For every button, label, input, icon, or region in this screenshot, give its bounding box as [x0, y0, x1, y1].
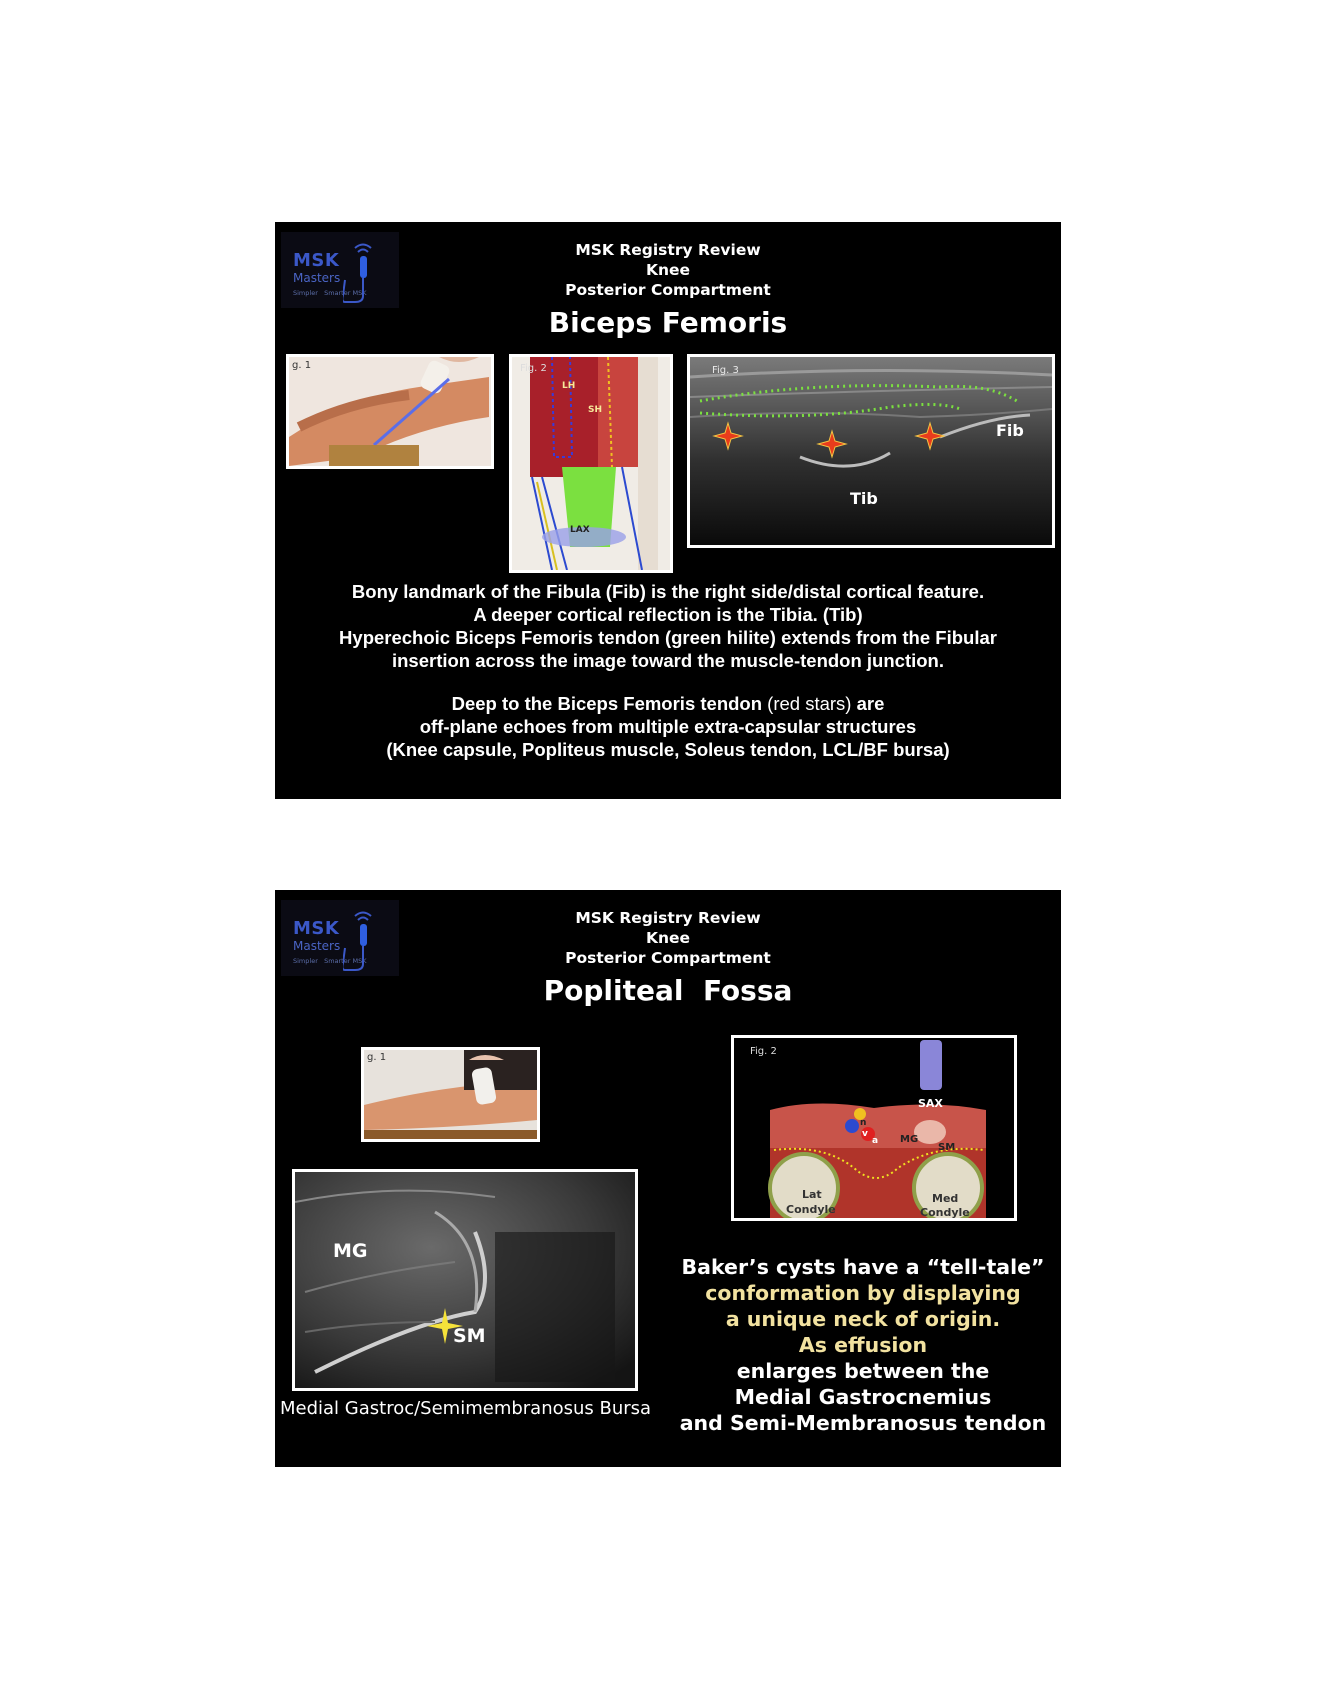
logo-msk-text: MSK — [293, 250, 340, 271]
deep-structures-line: off-plane echoes from multiple extra-capsular structures — [419, 716, 917, 737]
lat-condyle-label: Condyle — [786, 1203, 836, 1216]
slide1-title: Biceps Femoris — [548, 306, 788, 339]
baker-line: Baker’s cysts have a “tell-tale” — [681, 1255, 1045, 1279]
header-joint: Knee — [645, 261, 691, 279]
fig3-label: Fig. 3 — [712, 365, 739, 376]
fig3-ultrasound — [687, 354, 1055, 548]
lh-label: LH — [562, 381, 576, 391]
vein-label: v — [862, 1129, 868, 1139]
sh-label: SH — [588, 405, 603, 415]
description-line: Hyperechoic Biceps Femoris tendon (green hilite) extends from the Fibular — [339, 627, 997, 648]
baker-line: a unique neck of origin. — [725, 1307, 1001, 1331]
description-line: A deeper cortical reflection is the Tibia. (Tib) — [473, 604, 863, 625]
med-condyle-label: Med — [932, 1192, 959, 1205]
fig1-scanning-photo — [361, 1047, 540, 1142]
description-line: insertion across the image toward the muscle-tendon junction. — [391, 650, 944, 671]
fig1-scanning-photo — [286, 354, 494, 469]
mg-sm-bursa-ultrasound — [295, 1172, 635, 1388]
baker-line: enlarges between the — [736, 1359, 990, 1383]
header-course: MSK Registry Review — [575, 241, 761, 259]
nerve-label: n — [860, 1118, 867, 1128]
lat-condyle-label: Lat — [802, 1188, 822, 1201]
knee-cross-section-drawing — [734, 1038, 1014, 1218]
header-compartment: Posterior Compartment — [565, 281, 771, 299]
red-stars-note: (red stars) — [762, 693, 857, 714]
leg-scan-photo — [289, 357, 491, 466]
slide1-header — [275, 240, 1061, 300]
slide2-title: Popliteal Fossa — [543, 974, 793, 1007]
fig1-label: g. 1 — [367, 1052, 387, 1063]
mg-label: MG — [333, 1240, 368, 1262]
knee-scan-photo — [364, 1050, 537, 1139]
knee-anatomy-drawing — [512, 357, 670, 570]
ultrasound-caption: Medial Gastroc/Semimembranosus Bursa — [280, 1398, 652, 1419]
logo-masters-text: Masters — [293, 939, 341, 953]
fig2-cross-section-illustration — [731, 1035, 1017, 1221]
baker-line: conformation by displaying — [705, 1281, 1021, 1305]
fig2-anatomy-illustration — [509, 354, 673, 573]
slide-biceps-femoris — [275, 222, 1061, 799]
deep-structures-line — [275, 692, 1061, 715]
fig2-mg-label: MG — [900, 1134, 919, 1145]
slide2-header — [275, 908, 1061, 968]
deep-structures-line: (Knee capsule, Popliteus muscle, Soleus tendon, LCL/BF bursa) — [386, 739, 950, 760]
deep-line-part: Deep to the Biceps Femoris tendon — [451, 693, 763, 714]
fig2-sm-label: SM — [938, 1142, 956, 1153]
biceps-femoris-ultrasound — [690, 357, 1052, 545]
popliteal-ultrasound — [292, 1169, 638, 1391]
logo-tagline: Simpler Smarter MSK — [293, 289, 367, 297]
artery-label: a — [872, 1136, 879, 1146]
slide-popliteal-fossa — [275, 890, 1061, 1467]
slide1-deep-structures — [275, 692, 1061, 761]
logo-tagline: Simpler Smarter MSK — [293, 957, 367, 965]
sm-label: SM — [453, 1325, 486, 1347]
bakers-cyst-description — [669, 1254, 1057, 1436]
header-joint: Knee — [645, 929, 691, 947]
logo-msk-text: MSK — [293, 918, 340, 939]
header-compartment: Posterior Compartment — [565, 949, 771, 967]
header-course: MSK Registry Review — [575, 909, 761, 927]
baker-line: Medial Gastrocnemius — [734, 1385, 992, 1409]
lax-label: LAX — [570, 525, 590, 535]
med-condyle-label: Condyle — [920, 1206, 970, 1219]
baker-line: and Semi-Membranosus tendon — [679, 1411, 1047, 1435]
tib-label: Tib — [850, 489, 878, 508]
fig1-label: g. 1 — [292, 360, 312, 371]
logo-masters-text: Masters — [293, 271, 341, 285]
sax-label: SAX — [918, 1097, 943, 1110]
description-line: Bony landmark of the Fibula (Fib) is the right side/distal cortical feature. — [351, 581, 985, 602]
baker-line: As effusion — [798, 1333, 928, 1357]
slide1-description — [275, 580, 1061, 672]
fig2-label: Fig. 2 — [520, 363, 547, 374]
fib-label: Fib — [996, 421, 1024, 440]
fig2-label: Fig. 2 — [750, 1046, 777, 1057]
deep-line-part: are — [856, 693, 885, 714]
